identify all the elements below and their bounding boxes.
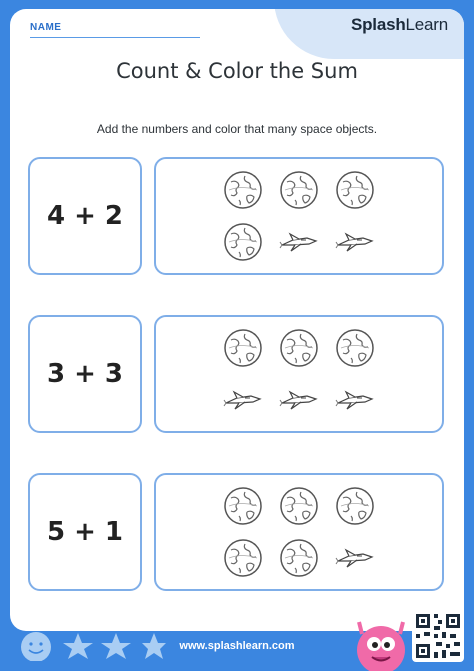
object-row bbox=[156, 327, 442, 369]
planet-object[interactable] bbox=[222, 485, 264, 527]
planet-icon bbox=[223, 328, 263, 368]
planet-icon bbox=[223, 486, 263, 526]
equation-box: 3 + 3 bbox=[28, 315, 142, 433]
rocket-icon bbox=[335, 231, 375, 253]
rocket-object[interactable] bbox=[222, 379, 264, 421]
equation-box: 5 + 1 bbox=[28, 473, 142, 591]
space-objects-box bbox=[154, 157, 444, 275]
planet-object[interactable] bbox=[222, 169, 264, 211]
equation-box: 4 + 2 bbox=[28, 157, 142, 275]
rocket-object[interactable] bbox=[334, 221, 376, 263]
rocket-object[interactable] bbox=[334, 379, 376, 421]
planet-object[interactable] bbox=[278, 485, 320, 527]
planet-object[interactable] bbox=[222, 221, 264, 263]
planet-object[interactable] bbox=[334, 169, 376, 211]
worksheet-sheet bbox=[10, 9, 464, 631]
planet-icon bbox=[335, 328, 375, 368]
planet-object[interactable] bbox=[278, 169, 320, 211]
space-objects-box bbox=[154, 473, 444, 591]
planet-object[interactable] bbox=[334, 485, 376, 527]
rocket-object[interactable] bbox=[278, 221, 320, 263]
rocket-icon bbox=[335, 547, 375, 569]
rocket-icon bbox=[279, 389, 319, 411]
rocket-object[interactable] bbox=[334, 537, 376, 579]
planet-object[interactable] bbox=[278, 327, 320, 369]
rocket-object[interactable] bbox=[278, 379, 320, 421]
space-objects-box bbox=[154, 315, 444, 433]
planet-icon bbox=[223, 222, 263, 262]
planet-object[interactable] bbox=[334, 327, 376, 369]
object-row bbox=[156, 169, 442, 211]
planet-object[interactable] bbox=[278, 537, 320, 579]
worksheet-title: Count & Color the Sum bbox=[116, 59, 358, 83]
planet-object[interactable] bbox=[222, 537, 264, 579]
planet-icon bbox=[279, 538, 319, 578]
planet-icon bbox=[279, 486, 319, 526]
name-label: NAME bbox=[30, 22, 62, 33]
planet-icon bbox=[223, 170, 263, 210]
instruction-text: Add the numbers and color that many space objects. bbox=[96, 122, 378, 136]
object-row bbox=[156, 485, 442, 527]
rocket-icon bbox=[279, 231, 319, 253]
planet-icon bbox=[279, 328, 319, 368]
planet-icon bbox=[335, 170, 375, 210]
planet-object[interactable] bbox=[222, 327, 264, 369]
object-row bbox=[156, 221, 442, 263]
object-row bbox=[156, 379, 442, 421]
qr-code-icon[interactable] bbox=[412, 610, 464, 667]
rocket-icon bbox=[223, 389, 263, 411]
planet-icon bbox=[335, 486, 375, 526]
object-row bbox=[156, 537, 442, 579]
planet-icon bbox=[223, 538, 263, 578]
footer-url[interactable]: www.splashlearn.com bbox=[179, 640, 295, 652]
planet-icon bbox=[279, 170, 319, 210]
name-line[interactable] bbox=[30, 37, 200, 38]
monster-mascot-icon bbox=[354, 610, 408, 671]
splashlearn-logo: SplashLearn bbox=[350, 15, 448, 34]
rocket-icon bbox=[335, 389, 375, 411]
